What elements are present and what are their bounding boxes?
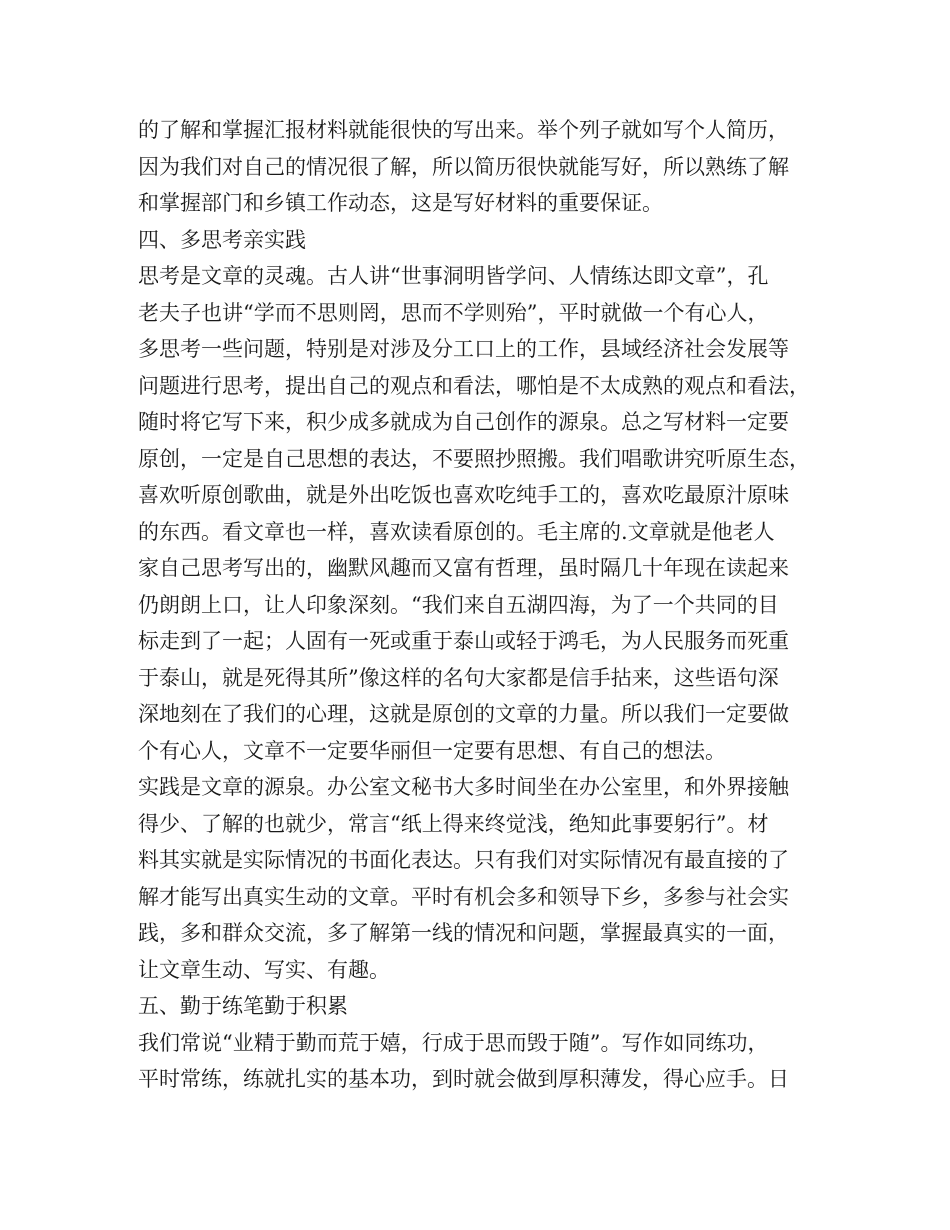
text-line: 我们常说“业精于勤而荒于嬉，行成于思而毁于随”。写作如同练功， [138, 1030, 769, 1055]
text-line: 家自己思考写出的，幽默风趣而又富有哲理，虽时隔几十年现在读起来 [138, 556, 789, 580]
text-line: 多思考一些问题，特别是对涉及分工口上的工作，县域经济社会发展等 [138, 337, 789, 361]
text-line: 解才能写出真实生动的文章。平时有机会多和领导下乡，多参与社会实 [138, 884, 789, 909]
text-line: 深地刻在了我们的心理，这就是原创的文章的力量。所以我们一定要做 [138, 702, 789, 726]
text-line: 老夫子也讲“学而不思则罔，思而不学则殆”，平时就做一个有心人， [138, 300, 769, 325]
text-line: 让文章生动、写实、有趣。 [138, 957, 390, 982]
text-line: 于泰山，就是死得其所”像这样的名句大家都是信手拈来，这些语句深 [138, 665, 779, 690]
text-line: 原创，一定是自己思想的表达，不要照抄照搬。我们唱歌讲究听原生态， [138, 446, 810, 471]
text-line: 个有心人，文章不一定要华丽但一定要有思想、有自己的想法。 [138, 738, 726, 763]
text-line: 得少、了解的也就少，常言“纸上得来终觉浅，绝知此事要躬行”。材 [138, 811, 769, 836]
text-line: 料其实就是实际情况的书面化表达。只有我们对实际情况有最直接的了 [138, 848, 789, 872]
text-line: 仍朗朗上口，让人印象深刻。“我们来自五湖四海，为了一个共同的目 [138, 592, 779, 617]
section-heading: 四、多思考亲实践 [138, 227, 306, 252]
text-line: 的了解和掌握汇报材料就能很快的写出来。举个列子就如写个人简历， [138, 118, 789, 142]
text-line: 思考是文章的灵魂。古人讲“世事洞明皆学问、人情练达即文章”，孔 [138, 264, 769, 288]
section-heading: 五、勤于练笔勤于积累 [138, 994, 348, 1018]
text-line: 践，多和群众交流，多了解第一线的情况和问题，掌握最真实的一面， [138, 921, 789, 945]
text-line: 随时将它写下来，积少成多就成为自己创作的源泉。总之写材料一定要 [138, 410, 789, 434]
text-line: 喜欢听原创歌曲，就是外出吃饭也喜欢吃纯手工的，喜欢吃最原汁原味 [138, 483, 789, 507]
text-line: 和掌握部门和乡镇工作动态，这是写好材料的重要保证。 [138, 191, 663, 215]
text-line: 因为我们对自己的情况很了解，所以简历很快就能写好，所以熟练了解 [138, 154, 789, 179]
text-line: 的东西。看文章也一样，喜欢读看原创的。毛主席的.文章就是他老人 [138, 519, 775, 544]
text-line: 问题进行思考，提出自己的观点和看法，哪怕是不太成熟的观点和看法， [138, 373, 810, 398]
text-line: 实践是文章的源泉。办公室文秘书大多时间坐在办公室里，和外界接触 [138, 775, 789, 799]
text-line: 平时常练，练就扎实的基本功，到时就会做到厚积薄发，得心应手。日 [138, 1067, 789, 1091]
text-line: 标走到了一起；人固有一死或重于泰山或轻于鸿毛，为人民服务而死重 [138, 629, 789, 653]
body-text [138, 112, 828, 1098]
